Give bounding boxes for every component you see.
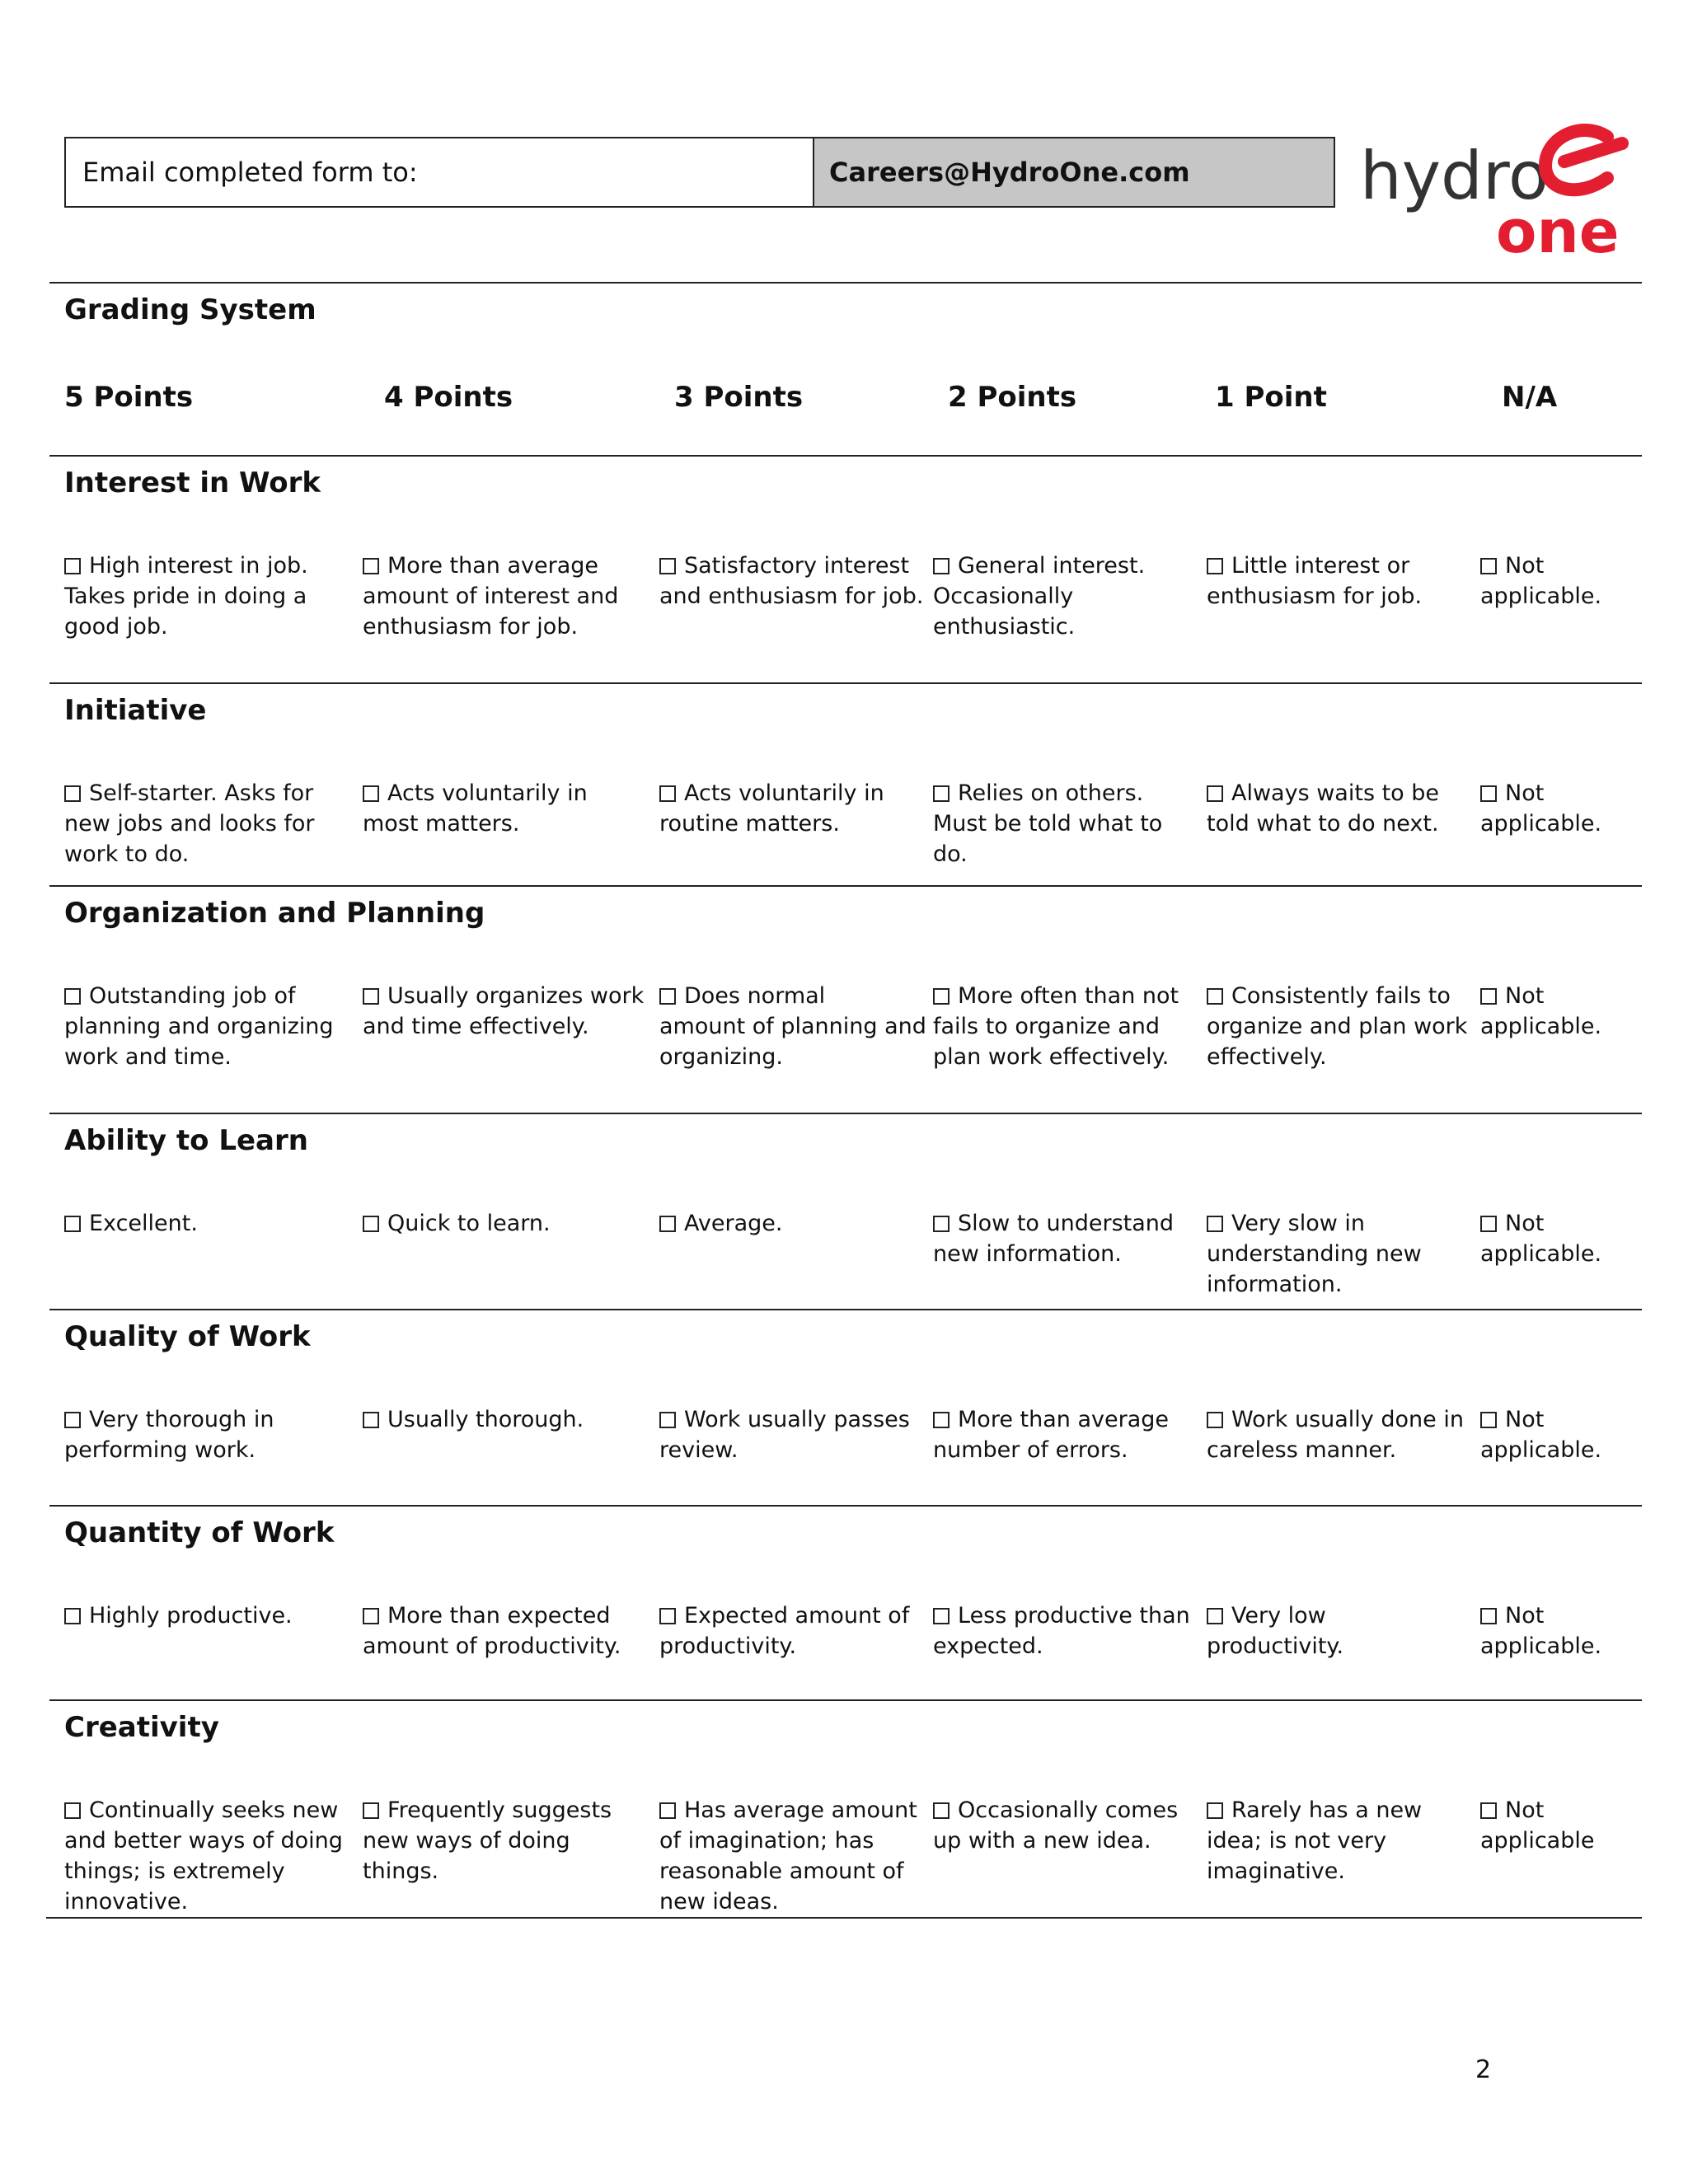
option-text: Rarely has a new <box>1231 1797 1423 1823</box>
option-text: More often than not <box>958 983 1179 1009</box>
divider <box>49 1113 1642 1114</box>
rating-option[interactable] <box>363 1795 651 1886</box>
option-text: routine matters. <box>659 811 840 837</box>
option-text: Little interest or <box>1231 553 1410 579</box>
hydro-one-logo <box>1360 120 1640 260</box>
points-label-3: 3 Points <box>674 381 804 414</box>
option-text: Not <box>1505 1407 1545 1432</box>
divider <box>49 1699 1642 1701</box>
rating-option[interactable] <box>64 981 353 1072</box>
option-text: applicable <box>1480 1828 1595 1854</box>
checkbox-icon[interactable] <box>933 1802 950 1819</box>
checkbox-icon[interactable] <box>64 558 81 574</box>
option-text: Self-starter. Asks for <box>89 780 314 806</box>
checkbox-icon[interactable] <box>1207 1412 1223 1428</box>
rating-option[interactable] <box>363 1404 651 1435</box>
email-address[interactable]: Careers@HydroOne.com <box>814 138 1334 206</box>
rating-option[interactable] <box>933 1795 1201 1856</box>
option-text: things; is extremely <box>64 1858 285 1884</box>
option-text: up with a new idea. <box>933 1828 1151 1854</box>
rating-option[interactable] <box>1207 981 1475 1072</box>
option-text: General interest. <box>958 553 1146 579</box>
divider <box>49 455 1642 457</box>
option-text: good job. <box>64 614 168 640</box>
option-text: and enthusiasm for job. <box>659 583 924 609</box>
checkbox-icon[interactable] <box>1207 785 1223 802</box>
option-text: Acts voluntarily in <box>387 780 588 806</box>
option-text: applicable. <box>1480 1014 1602 1039</box>
logo-swoosh-icon <box>1545 130 1622 190</box>
rating-option[interactable] <box>1207 778 1475 839</box>
checkbox-icon[interactable] <box>1480 785 1497 802</box>
checkbox-icon[interactable] <box>64 988 81 1005</box>
option-text: enthusiasm for job. <box>1207 583 1423 609</box>
option-text: understanding new <box>1207 1241 1422 1267</box>
checkbox-icon[interactable] <box>659 1608 676 1624</box>
divider <box>49 885 1642 887</box>
option-text: Occasionally <box>933 583 1074 609</box>
rating-option[interactable] <box>1480 1208 1629 1269</box>
rating-option[interactable] <box>1480 1404 1629 1465</box>
option-text: Relies on others. <box>958 780 1144 806</box>
points-label-2: 2 Points <box>948 381 1077 414</box>
checkbox-icon[interactable] <box>64 1216 81 1232</box>
option-text: applicable. <box>1480 1241 1602 1267</box>
option-text: applicable. <box>1480 1633 1602 1659</box>
points-label-5: 5 Points <box>64 381 194 414</box>
option-text: reasonable amount of <box>659 1858 904 1884</box>
rating-option[interactable] <box>933 1208 1201 1269</box>
option-text: new ways of doing things. <box>363 1828 570 1884</box>
option-text: Average. <box>684 1211 783 1236</box>
option-text: Usually thorough. <box>387 1407 584 1432</box>
checkbox-icon[interactable] <box>363 785 379 802</box>
option-text: Consistently fails to <box>1231 983 1451 1009</box>
checkbox-icon[interactable] <box>64 785 81 802</box>
rating-option[interactable] <box>1480 551 1629 612</box>
rating-option[interactable] <box>1207 1404 1475 1465</box>
section-title-creativity: Creativity <box>64 1711 219 1744</box>
rating-option[interactable] <box>64 1404 353 1465</box>
rating-option[interactable] <box>933 778 1201 869</box>
checkbox-icon[interactable] <box>933 1412 950 1428</box>
checkbox-icon[interactable] <box>1207 1216 1223 1232</box>
section-title-initiative: Initiative <box>64 694 207 727</box>
option-text: enthusiasm for job. <box>363 614 579 640</box>
hydro-one-logo-graphic <box>1360 120 1640 260</box>
checkbox-icon[interactable] <box>64 1802 81 1819</box>
rating-option[interactable] <box>659 1208 927 1239</box>
checkbox-icon[interactable] <box>1480 558 1497 574</box>
rating-option[interactable] <box>933 1601 1201 1661</box>
checkbox-icon[interactable] <box>1480 1412 1497 1428</box>
option-text: planning and organizing <box>64 1014 334 1039</box>
option-text: Highly productive. <box>89 1603 293 1629</box>
option-text: most matters. <box>363 811 520 837</box>
checkbox-icon[interactable] <box>933 558 950 574</box>
option-text: Very thorough in <box>89 1407 274 1432</box>
section-title-organization-and-planning: Organization and Planning <box>64 897 485 930</box>
option-text: plan work effectively. <box>933 1044 1170 1070</box>
rating-option[interactable] <box>659 1601 927 1661</box>
rating-option[interactable] <box>659 1795 927 1917</box>
checkbox-icon[interactable] <box>363 1608 379 1624</box>
checkbox-icon[interactable] <box>933 785 950 802</box>
rating-option[interactable] <box>1480 778 1629 839</box>
rating-option[interactable] <box>659 551 927 612</box>
checkbox-icon[interactable] <box>1480 988 1497 1005</box>
rating-option[interactable] <box>64 551 353 642</box>
points-header-row <box>0 381 1688 417</box>
option-text: applicable. <box>1480 1437 1602 1463</box>
option-text: told what to do next. <box>1207 811 1439 837</box>
option-text: productivity. <box>659 1633 797 1659</box>
option-text: review. <box>659 1437 738 1463</box>
option-text: Less productive than <box>958 1603 1190 1629</box>
option-text: Frequently suggests <box>387 1797 612 1823</box>
option-text: Not <box>1505 553 1545 579</box>
section-title-interest-in-work: Interest in Work <box>64 466 321 499</box>
checkbox-icon[interactable] <box>363 1216 379 1232</box>
email-label: Email completed form to: <box>66 138 814 206</box>
option-text: amount of planning and <box>659 1014 926 1039</box>
option-text: applicable. <box>1480 811 1602 837</box>
option-text: Quick to learn. <box>387 1211 551 1236</box>
option-text: imaginative. <box>1207 1858 1345 1884</box>
option-text: and time effectively. <box>363 1014 589 1039</box>
rating-option[interactable] <box>659 981 927 1072</box>
option-text: Takes pride in doing a <box>64 583 307 609</box>
rating-option[interactable] <box>659 778 927 839</box>
checkbox-icon[interactable] <box>363 558 379 574</box>
rating-option[interactable] <box>1207 1795 1475 1886</box>
checkbox-icon[interactable] <box>933 1608 950 1624</box>
option-text: Work usually passes <box>684 1407 910 1432</box>
option-text: careless manner. <box>1207 1437 1397 1463</box>
option-text: applicable. <box>1480 583 1602 609</box>
option-text: Work usually done in <box>1231 1407 1464 1432</box>
option-text: Occasionally comes <box>958 1797 1179 1823</box>
rating-option[interactable] <box>363 981 651 1042</box>
points-label-na: N/A <box>1502 381 1558 414</box>
checkbox-icon[interactable] <box>363 988 379 1005</box>
section-title-ability-to-learn: Ability to Learn <box>64 1124 308 1157</box>
checkbox-icon[interactable] <box>659 988 676 1005</box>
option-text: Very low <box>1231 1603 1326 1629</box>
rating-option[interactable] <box>1207 551 1475 612</box>
option-text: Outstanding job of <box>89 983 296 1009</box>
option-text: Very slow in <box>1231 1211 1366 1236</box>
divider <box>49 1309 1642 1310</box>
option-text: amount of productivity. <box>363 1633 621 1659</box>
rating-option[interactable] <box>933 981 1201 1072</box>
checkbox-icon[interactable] <box>64 1412 81 1428</box>
option-text: innovative. <box>64 1889 189 1915</box>
checkbox-icon[interactable] <box>64 1608 81 1624</box>
checkbox-icon[interactable] <box>659 1216 676 1232</box>
option-text: effectively. <box>1207 1044 1327 1070</box>
option-text: organize and plan work <box>1207 1014 1468 1039</box>
option-text: Not <box>1505 1211 1545 1236</box>
option-text: amount of interest and <box>363 583 619 609</box>
option-text: new information. <box>933 1241 1122 1267</box>
page-number: 2 <box>1475 2055 1492 2084</box>
points-label-4: 4 Points <box>384 381 513 414</box>
option-text: and better ways of doing <box>64 1828 343 1854</box>
option-text: More than average <box>958 1407 1169 1432</box>
section-title-quality-of-work: Quality of Work <box>64 1320 311 1353</box>
option-text: Usually organizes work <box>387 983 645 1009</box>
option-text: productivity. <box>1207 1633 1344 1659</box>
rating-option[interactable] <box>1480 1795 1629 1856</box>
option-text: new ideas. <box>659 1889 779 1915</box>
option-text: Slow to understand <box>958 1211 1175 1236</box>
checkbox-icon[interactable] <box>659 1412 676 1428</box>
option-text: Expected amount of <box>684 1603 910 1629</box>
checkbox-icon[interactable] <box>659 558 676 574</box>
rating-option[interactable] <box>933 1404 1201 1465</box>
option-text: Continually seeks new <box>89 1797 339 1823</box>
email-box <box>64 137 1335 208</box>
logo-text-one: one <box>1496 197 1620 260</box>
option-text: Satisfactory interest <box>684 553 910 579</box>
checkbox-icon[interactable] <box>659 785 676 802</box>
option-text: do. <box>933 841 968 867</box>
rating-option[interactable] <box>933 551 1201 642</box>
option-text: information. <box>1207 1272 1343 1297</box>
checkbox-icon[interactable] <box>1480 1608 1497 1624</box>
rating-option[interactable] <box>1480 981 1629 1042</box>
option-text: organizing. <box>659 1044 783 1070</box>
option-text: Acts voluntarily in <box>684 780 884 806</box>
option-text: Excellent. <box>89 1211 198 1236</box>
checkbox-icon[interactable] <box>659 1802 676 1819</box>
option-text: Has average amount <box>684 1797 917 1823</box>
rating-option[interactable] <box>363 778 651 839</box>
checkbox-icon[interactable] <box>1480 1802 1497 1819</box>
rating-option[interactable] <box>659 1404 927 1465</box>
checkbox-icon[interactable] <box>1207 988 1223 1005</box>
option-text: expected. <box>933 1633 1043 1659</box>
rating-option[interactable] <box>1207 1601 1475 1661</box>
checkbox-icon[interactable] <box>1207 1608 1223 1624</box>
divider <box>49 682 1642 684</box>
logo-text-hydro: hydro <box>1360 138 1549 214</box>
rating-option[interactable] <box>64 778 353 869</box>
divider <box>49 282 1642 284</box>
option-text: High interest in job. <box>89 553 308 579</box>
option-text: Always waits to be <box>1231 780 1440 806</box>
checkbox-icon[interactable] <box>1480 1216 1497 1232</box>
checkbox-icon[interactable] <box>933 988 950 1005</box>
option-text: idea; is not very <box>1207 1828 1387 1854</box>
grading-system-title: Grading System <box>64 293 316 326</box>
option-text: of imagination; has <box>659 1828 874 1854</box>
rating-option[interactable] <box>1207 1208 1475 1300</box>
divider <box>46 1917 1642 1919</box>
divider <box>49 1505 1642 1507</box>
checkbox-icon[interactable] <box>933 1216 950 1232</box>
option-text: enthusiastic. <box>933 614 1076 640</box>
option-text: work to do. <box>64 841 190 867</box>
rating-option[interactable] <box>64 1601 353 1631</box>
points-label-1: 1 Point <box>1215 381 1327 414</box>
option-text: Not <box>1505 983 1545 1009</box>
option-text: More than average <box>387 553 598 579</box>
section-title-quantity-of-work: Quantity of Work <box>64 1516 335 1549</box>
checkbox-icon[interactable] <box>363 1802 379 1819</box>
checkbox-icon[interactable] <box>1207 1802 1223 1819</box>
option-text: Does normal <box>684 983 826 1009</box>
option-text: number of errors. <box>933 1437 1128 1463</box>
option-text: Not <box>1505 1797 1545 1823</box>
option-text: Must be told what to <box>933 811 1163 837</box>
option-text: work and time. <box>64 1044 232 1070</box>
rating-option[interactable] <box>363 1601 651 1661</box>
option-text: performing work. <box>64 1437 256 1463</box>
option-text: Not <box>1505 780 1545 806</box>
rating-option[interactable] <box>64 1208 353 1239</box>
option-text: new jobs and looks for <box>64 811 315 837</box>
rating-option[interactable] <box>363 551 651 642</box>
option-text: Not <box>1505 1603 1545 1629</box>
checkbox-icon[interactable] <box>363 1412 379 1428</box>
checkbox-icon[interactable] <box>1207 558 1223 574</box>
option-text: fails to organize and <box>933 1014 1160 1039</box>
rating-option[interactable] <box>363 1208 651 1239</box>
option-text: More than expected <box>387 1603 611 1629</box>
rating-option[interactable] <box>1480 1601 1629 1661</box>
rating-option[interactable] <box>64 1795 353 1917</box>
